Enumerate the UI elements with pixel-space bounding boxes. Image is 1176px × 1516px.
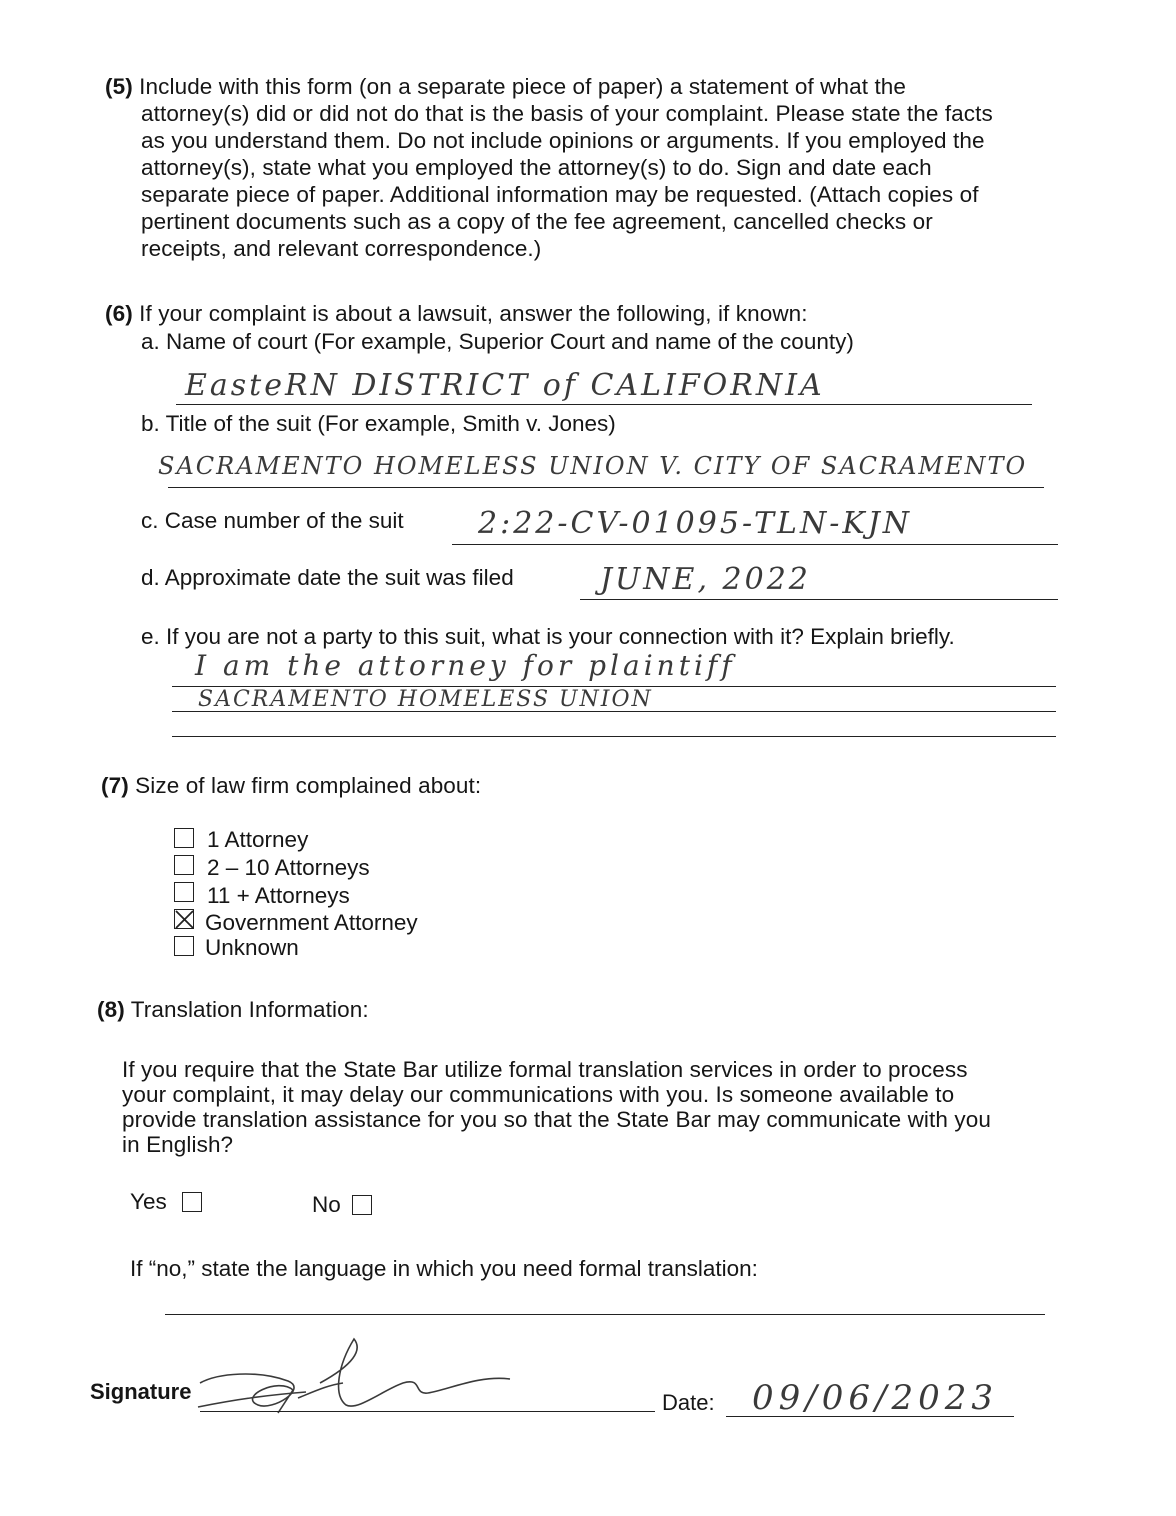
yes-label: Yes [130,1189,167,1214]
checkmark-x-icon [175,910,195,930]
court-name-field[interactable]: EasteRN DISTRICT of CALIFORNIA [185,368,825,403]
section-8-number: (8) [97,997,125,1022]
filed-date-label: d. Approximate date the suit was filed [141,565,514,590]
option-label: Unknown [205,935,299,960]
section-5-line: pertinent documents such as a copy of the fee agreement, cancelled checks or [141,209,933,234]
section-5-line: receipts, and relevant correspondence.) [141,236,542,261]
case-number-field[interactable]: 2:22-CV-01095-TLN-KJN [478,506,913,541]
section-6-number: (6) [105,301,133,326]
translation-line: If you require that the State Bar utilize formal translation services in order to process [122,1057,968,1082]
section-5-line: separate piece of paper. Additional information may be requested. (Attach copies of [141,182,979,207]
suit-title-underline [168,487,1044,488]
section-8-title-text: Translation Information: [130,997,369,1022]
filed-date-field[interactable]: JUNE, 2022 [600,562,811,597]
option-label: 11 + Attorneys [207,883,350,908]
signature-date-field[interactable]: 09/06/2023 [752,1378,998,1418]
connection-field-line1[interactable]: I am the attorney for plaintiff [195,649,736,682]
section-5-number: (5) [105,74,133,99]
suit-title-field[interactable]: SACRAMENTO HOMELESS UNION V. CITY OF SACRAMENTO [158,452,1028,480]
connection-underline-3 [172,736,1056,737]
option-label: 1 Attorney [207,827,309,852]
checkbox-unknown[interactable] [174,936,194,956]
court-name-label: a. Name of court (For example, Superior Court and name of the county) [141,329,854,354]
translation-line: provide translation assistance for you so that the State Bar may communicate with you [122,1107,991,1132]
option-label: Government Attorney [205,910,418,935]
court-name-underline [176,404,1032,405]
section-7-number: (7) [101,773,129,798]
section-8-title [97,996,369,1023]
section-5-line: attorney(s) did or did not do that is the basis of your complaint. Please state the facts [141,101,993,126]
checkbox-yes[interactable] [182,1192,202,1212]
translation-paragraph [122,1057,1072,1157]
translation-line: your complaint, it may delay our communications with you. Is someone available to [122,1082,955,1107]
section-5 [105,73,1065,262]
section-5-line: as you understand them. Do not include opinions or arguments. If you employed the [141,128,985,153]
signature-label: Signature [90,1379,192,1404]
date-underline [726,1416,1014,1417]
connection-field-line2[interactable]: SACRAMENTO HOMELESS UNION [198,687,653,712]
translation-line: in English? [122,1132,234,1157]
suit-title-label: b. Title of the suit (For example, Smith v. Jones) [141,411,616,436]
checkbox-2-10-attorneys[interactable] [174,855,194,875]
section-5-line: Include with this form (on a separate piece of paper) a statement of what the [139,74,907,99]
connection-label: e. If you are not a party to this suit, what is your connection with it? Explain briefly. [141,624,955,649]
language-field[interactable] [165,1314,1045,1315]
option-label: 2 – 10 Attorneys [207,855,370,880]
section-7-title-text: Size of law firm complained about: [135,773,482,798]
signature-underline [200,1411,655,1412]
checkbox-government-attorney[interactable] [174,909,194,929]
checkbox-11-plus-attorneys[interactable] [174,882,194,902]
case-number-label: c. Case number of the suit [141,508,404,533]
no-label: No [312,1192,341,1217]
section-6-intro [105,300,808,327]
filed-date-underline [580,599,1058,600]
date-label: Date: [662,1390,715,1415]
checkbox-no[interactable] [352,1195,372,1215]
section-6-intro-text: If your complaint is about a lawsuit, answer the following, if known: [139,301,808,326]
checkbox-1-attorney[interactable] [174,828,194,848]
language-prompt: If “no,” state the language in which you need formal translation: [130,1256,758,1281]
section-7-title [101,772,481,799]
case-number-underline [452,544,1058,545]
section-5-line: attorney(s), state what you employed the attorney(s) to do. Sign and date each [141,155,932,180]
connection-underline-2 [172,711,1056,712]
